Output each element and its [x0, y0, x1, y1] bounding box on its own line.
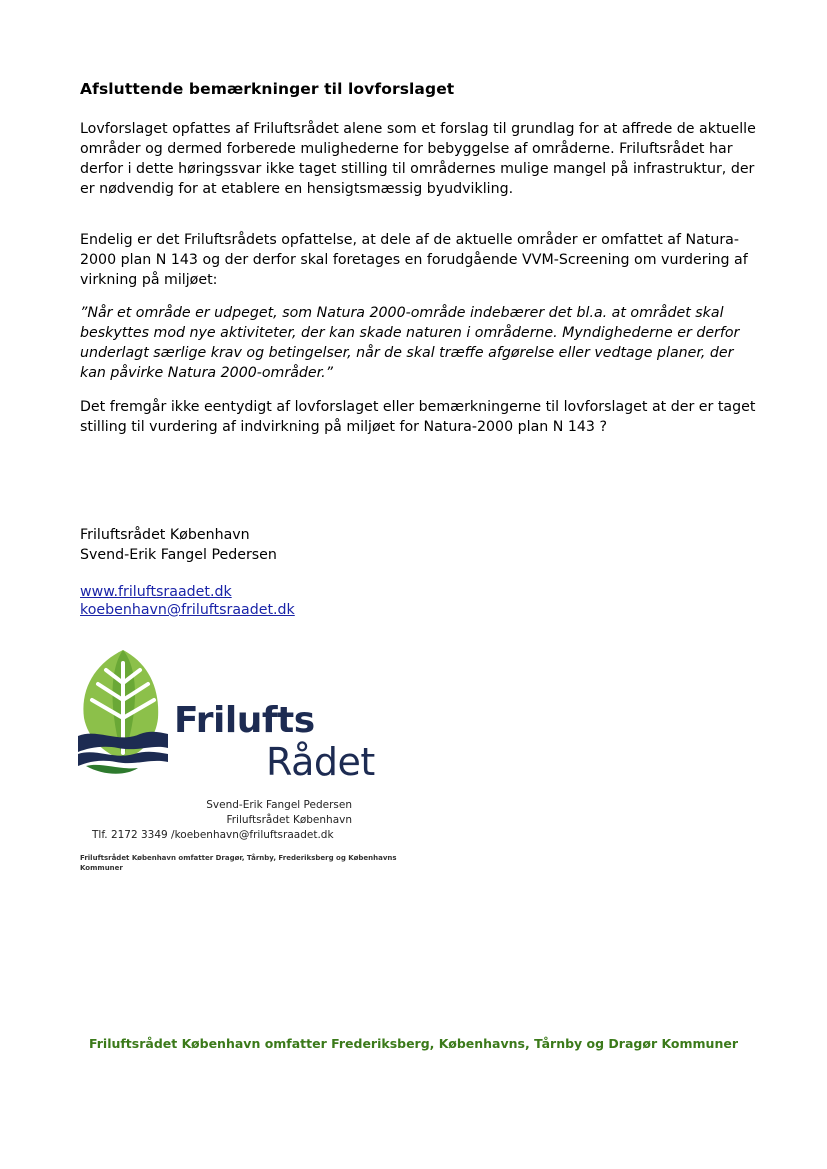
website-link[interactable]: www.friluftsraadet.dk	[80, 584, 232, 600]
page-footer: Friluftsrådet København omfatter Frederiksberg, Københavns, Tårnby og Dragør Kommuner	[89, 1036, 738, 1051]
leaf-logo-icon	[78, 648, 168, 778]
paragraph-2: Endelig er det Friluftsrådets opfattelse, at dele af de aktuelle områder er omfattet af Natura-2000 plan N 143 og der derfor skal foretages en forudgående VVM-Screening om vurdering af virkning på miljøet:	[80, 232, 748, 288]
signature-org: Friluftsrådet København	[80, 527, 250, 543]
business-card-logo	[78, 648, 398, 880]
paragraph-1: Lovforslaget opfattes af Friluftsrådet alene som et forslag til grundlag for at affrede de aktuelle områder og dermed forberede mulighederne for bebyggelse af områderne. Friluftsrådet har derfor i dette høringssvar ikke taget stilling til områdernes mulige mangel på infrastruktur, der er nødvendig for at etablere en hensigtsmæssig byudvikling.	[80, 121, 756, 197]
card-note: Friluftsrådet København omfatter Dragør, Tårnby, Frederiksberg og Københavns Kommuner	[80, 854, 397, 872]
quote-paragraph: ”Når et område er udpeget, som Natura 2000-område indebærer det bl.a. at området skal beskyttes mod nye aktiviteter, der kan skade naturen i områderne. Myndighederne er derfor underlagt særlige krav og betingelser, når de skal træffe afgørelse eller vedtage planer, der kan påvirke Natura 2000-områder.”	[80, 305, 740, 381]
email-link[interactable]: koebenhavn@friluftsraadet.dk	[80, 602, 295, 618]
section-heading: Afsluttende bemærkninger til lovforslaget	[80, 80, 455, 98]
card-contact: Tlf. 2172 3349 /koebenhavn@friluftsraadet.dk	[92, 829, 334, 841]
card-name: Svend-Erik Fangel Pedersen	[206, 799, 352, 811]
signature-name: Svend-Erik Fangel Pedersen	[80, 547, 277, 563]
logo-word-frilufts: Frilufts	[174, 700, 315, 741]
logo-word-radet: Rådet	[266, 740, 375, 784]
paragraph-4: Det fremgår ikke eentydigt af lovforslaget eller bemærkningerne til lovforslaget at der er taget stilling til vurdering af indvirkning på miljøet for Natura-2000 plan N 143 ?	[80, 399, 756, 435]
card-org: Friluftsrådet København	[226, 814, 352, 826]
